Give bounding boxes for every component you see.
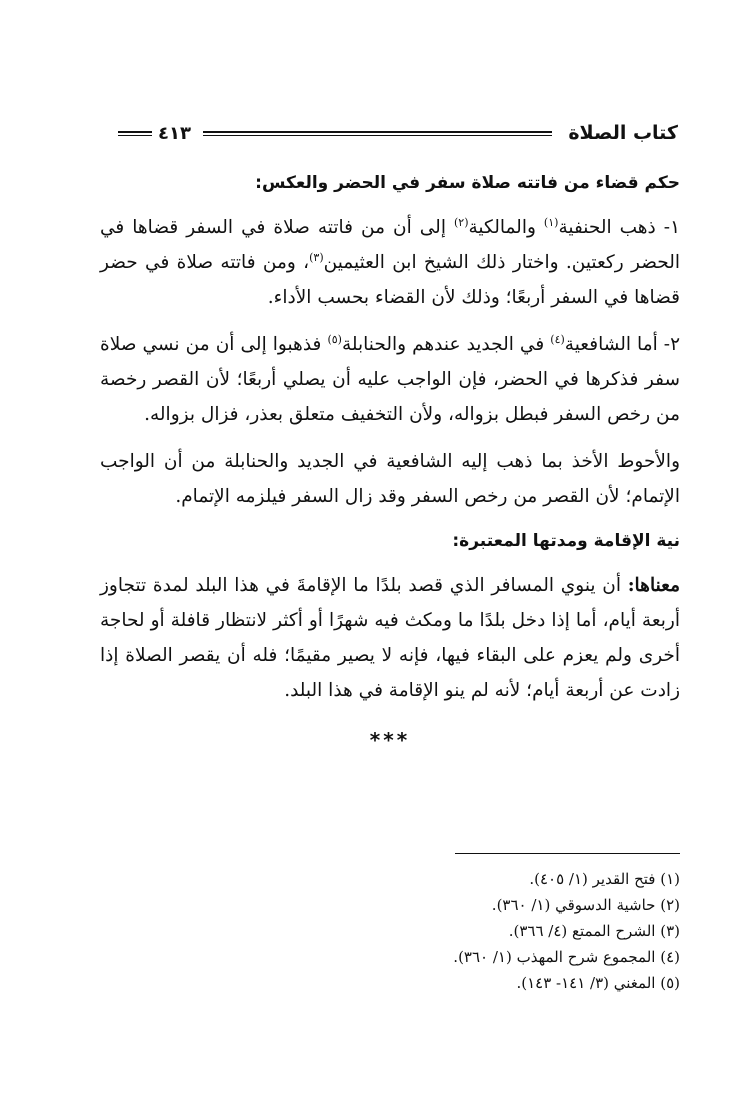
- paragraph-text: ، ومن فاتته صلاة في حضر قضاها في السفر أربعًا؛ وذلك لأن القضاء بحسب الأداء.: [100, 252, 680, 308]
- paragraph-text: ١- ذهب الحنفية: [558, 217, 680, 238]
- page-body: [100, 160, 680, 752]
- page-number: ٤١٣: [158, 122, 191, 144]
- footnote-ref-1: (١): [543, 215, 559, 229]
- footnote-ref-2: (٢): [453, 215, 469, 229]
- footnote-5: (٥) المغني (٣/ ١٤١- ١٤٣).: [516, 974, 680, 992]
- footnote-4: (٤) المجموع شرح المهذب (١/ ٣٦٠).: [453, 948, 680, 966]
- footnote-3: (٣) الشرح الممتع (٤/ ٣٦٦).: [508, 922, 680, 940]
- footnote-ref-4: (٤): [550, 332, 565, 346]
- section-heading-makeup-prayer: حكم قضاء من فاتته صلاة سفر في الحضر والعكس:: [255, 173, 680, 193]
- header-short-rule: [118, 131, 152, 136]
- paragraph-text: أن ينوي المسافر الذي قصد بلدًا ما الإقامةَ في هذا البلد لمدة تتجاوز أربعة أيام، أما إذا دخل بلدًا ما ومكث فيه شهرًا أو أكثر لانتظار قافلة أو لحاجة أخرى ولم يعزم على البقاء فيها، فإنه لا يصير مقيمًا؛ فله أن يقصر الصلاة إذا زادت عن أربعة أيام؛ لأنه لم ينو الإقامة في هذا البلد.: [100, 575, 680, 701]
- footnote-2: (٢) حاشية الدسوقي (١/ ٣٦٠).: [491, 896, 680, 914]
- paragraph-text: إلى أن من فاتته صلاة في السفر قضاها في الحضر ركعتين. واختار ذلك الشيخ ابن العثيمين: [100, 217, 680, 273]
- paragraph-lead: معناها:: [627, 575, 680, 596]
- paragraph-text: ٢- أما الشافعية: [564, 334, 680, 355]
- running-header: [118, 116, 678, 150]
- paragraph-residence-meaning: [100, 568, 680, 708]
- paragraph-preferred-opinion: والأحوط الأخذ بما ذهب إليه الشافعية في الجديد والحنابلة من أن الواجب الإتمام؛ لأن القصر من رخص السفر وقد زال السفر فيلزمه الإتمام.: [100, 451, 680, 507]
- footnote-rule: [455, 853, 680, 854]
- paragraph-shafii-hanbali: [100, 327, 680, 432]
- footnote-1: (١) فتح القدير (١/ ٤٠٥).: [529, 870, 680, 888]
- section-separator: ***: [369, 728, 411, 752]
- section-heading-residence-intention: نية الإقامة ومدتها المعتبرة:: [452, 531, 680, 551]
- paragraph-text: والمالكية: [468, 217, 544, 238]
- paragraph-text: في الجديد عندهم والحنابلة: [341, 334, 551, 355]
- footnote-ref-5: (٥): [327, 332, 342, 346]
- footnote-ref-3: (٣): [309, 250, 324, 264]
- paragraph-hanafi-maliki: [100, 210, 680, 315]
- footnotes: [300, 866, 680, 996]
- header-rule: [203, 131, 552, 136]
- paragraph-text: فذهبوا إلى أن من نسي صلاة سفر فذكرها في الحضر، فإن الواجب عليه أن يصلي أربعًا؛ لأن القصر رخصة من رخص السفر فبطل بزواله، ولأن التخفيف متعلق بعذر، فزال بزواله.: [100, 334, 680, 425]
- book-title: كتاب الصلاة: [568, 122, 678, 144]
